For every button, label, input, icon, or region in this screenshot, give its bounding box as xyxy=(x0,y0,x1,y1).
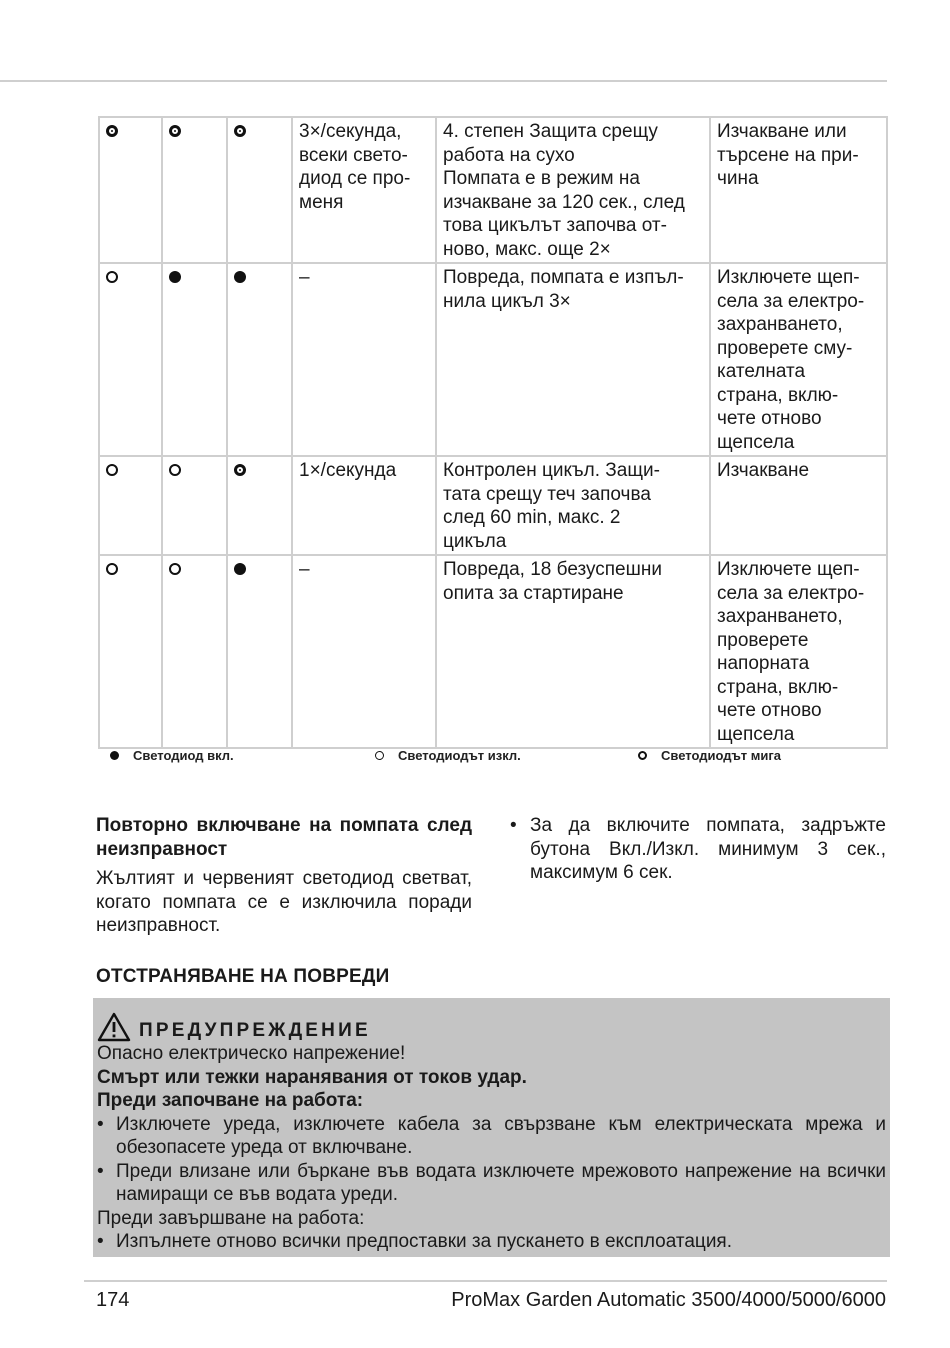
led-3-cell xyxy=(227,263,292,456)
warning-line: Преди завършване на работа: xyxy=(97,1207,365,1229)
table-row xyxy=(99,117,887,263)
legend-led-off xyxy=(375,748,521,763)
led-2-cell xyxy=(162,263,227,456)
restart-text: Жълтият и червеният светодиод светват, когато помпата се е изключила поради неизправност. xyxy=(96,868,472,936)
frequency-cell xyxy=(292,263,436,456)
legend-led-on xyxy=(110,748,234,763)
warning-line: Смърт или тежки наранявания от токов удар. xyxy=(97,1066,527,1088)
meaning-cell xyxy=(436,555,710,748)
meaning-text: Контролен цикъл. Защи- тата срещу теч започва след 60 min, макс. 2 цикъла xyxy=(443,460,660,552)
led-1-cell xyxy=(99,555,162,748)
list-item xyxy=(510,814,886,885)
bullet-icon: • xyxy=(97,1231,104,1252)
warning-box xyxy=(93,998,890,1257)
led-1-cell xyxy=(99,117,162,263)
warning-header xyxy=(97,1008,886,1042)
list-item xyxy=(97,1160,886,1207)
restart-section xyxy=(96,814,472,938)
action-cell xyxy=(710,456,887,555)
frequency-cell xyxy=(292,555,436,748)
frequency-text: – xyxy=(299,267,310,288)
restart-instructions xyxy=(510,814,886,885)
bottom-rule xyxy=(84,1280,887,1282)
action-text: Изключете щеп- села за електро- захранването, проверете напорната страна, вклю- чете отново щепсела xyxy=(717,559,865,745)
list-item xyxy=(97,1113,886,1160)
meaning-text: Повреда, 18 безуспешни опита за стартиране xyxy=(443,559,662,604)
table-row xyxy=(99,263,887,456)
meaning-text: 4. степен Защита срещу работа на сухо Помпата е в режим на изчакване за 120 сек., след това цикълът започва от- ново, макс. още 2× xyxy=(443,121,685,260)
warning-title: ПРЕДУПРЕЖДЕНИЕ xyxy=(139,1019,371,1041)
product-name: ProMax Garden Automatic 3500/4000/5000/6000 xyxy=(451,1289,886,1311)
led-2-cell xyxy=(162,117,227,263)
led-off-icon xyxy=(169,464,181,476)
table-row xyxy=(99,456,887,555)
action-cell xyxy=(710,555,887,748)
led-1-cell xyxy=(99,263,162,456)
frequency-cell xyxy=(292,117,436,263)
warning-bullet-text: Изключете уреда, изключете кабела за свързване към електрическата мрежа и обезопасете уреда от включване. xyxy=(116,1113,886,1158)
warning-line: Преди започване на работа: xyxy=(97,1090,364,1111)
restart-bullet-text: За да включите помпата, задръжте бутона Вкл./Изкл. минимум 3 сек., максимум 6 сек. xyxy=(530,815,886,883)
led-on-icon xyxy=(234,271,246,283)
warning-triangle-icon xyxy=(97,1012,131,1042)
led-off-icon xyxy=(106,563,118,575)
action-text: Изчакване xyxy=(717,460,810,481)
led-status-table xyxy=(98,116,888,749)
led-on-icon xyxy=(110,751,119,760)
action-text: Изключете щеп- села за електро- захранването, проверете сму- кателната страна, вклю- чете отново щепсела xyxy=(717,267,865,453)
bullet-icon: • xyxy=(97,1113,104,1135)
led-blink-icon xyxy=(106,125,118,137)
legend-label: Светодиодът мига xyxy=(661,748,782,763)
led-blink-icon xyxy=(169,125,181,137)
frequency-text: – xyxy=(299,559,310,580)
led-blink-icon xyxy=(638,751,647,760)
meaning-cell xyxy=(436,263,710,456)
warning-bullet-text: Изпълнете отново всички предпоставки за пускането в експлоатация. xyxy=(116,1231,732,1252)
led-2-cell xyxy=(162,555,227,748)
led-off-icon xyxy=(375,751,384,760)
led-2-cell xyxy=(162,456,227,555)
bullet-icon: • xyxy=(510,815,517,836)
led-off-icon xyxy=(169,563,181,575)
led-off-icon xyxy=(106,271,118,283)
led-3-cell xyxy=(227,456,292,555)
list-item xyxy=(97,1230,886,1254)
led-3-cell xyxy=(227,555,292,748)
led-blink-icon xyxy=(234,125,246,137)
led-3-cell xyxy=(227,117,292,263)
meaning-text: Повреда, помпата е изпъл- нила цикъл 3× xyxy=(443,267,684,312)
led-blink-icon xyxy=(234,464,246,476)
top-rule xyxy=(0,80,887,82)
led-off-icon xyxy=(106,464,118,476)
legend-label: Светодиод вкл. xyxy=(133,748,234,763)
frequency-text: 3×/секунда, всеки свето- диод се про- меня xyxy=(299,121,411,213)
restart-heading: Повторно включване на помпата след неизправност xyxy=(96,815,472,860)
led-on-icon xyxy=(234,563,246,575)
action-cell xyxy=(710,263,887,456)
legend-label: Светодиодът изкл. xyxy=(398,748,521,763)
action-text: Изчакване или търсене на при- чина xyxy=(717,121,859,189)
legend-led-blink xyxy=(638,748,781,763)
action-cell xyxy=(710,117,887,263)
table-row xyxy=(99,555,887,748)
warning-bullet-text: Преди влизане или бъркане във водата изключете мрежовото напрежение на всички намиращи се във водата уреди. xyxy=(116,1160,886,1205)
frequency-cell xyxy=(292,456,436,555)
led-1-cell xyxy=(99,456,162,555)
bullet-icon: • xyxy=(97,1160,104,1182)
led-on-icon xyxy=(169,271,181,283)
frequency-text: 1×/секунда xyxy=(299,460,397,481)
page-number: 174 xyxy=(96,1289,130,1311)
meaning-cell xyxy=(436,117,710,263)
meaning-cell xyxy=(436,456,710,555)
section-title: ОТСТРАНЯВАНЕ НА ПОВРЕДИ xyxy=(96,966,390,987)
warning-line: Опасно електрическо напрежение! xyxy=(97,1043,406,1064)
